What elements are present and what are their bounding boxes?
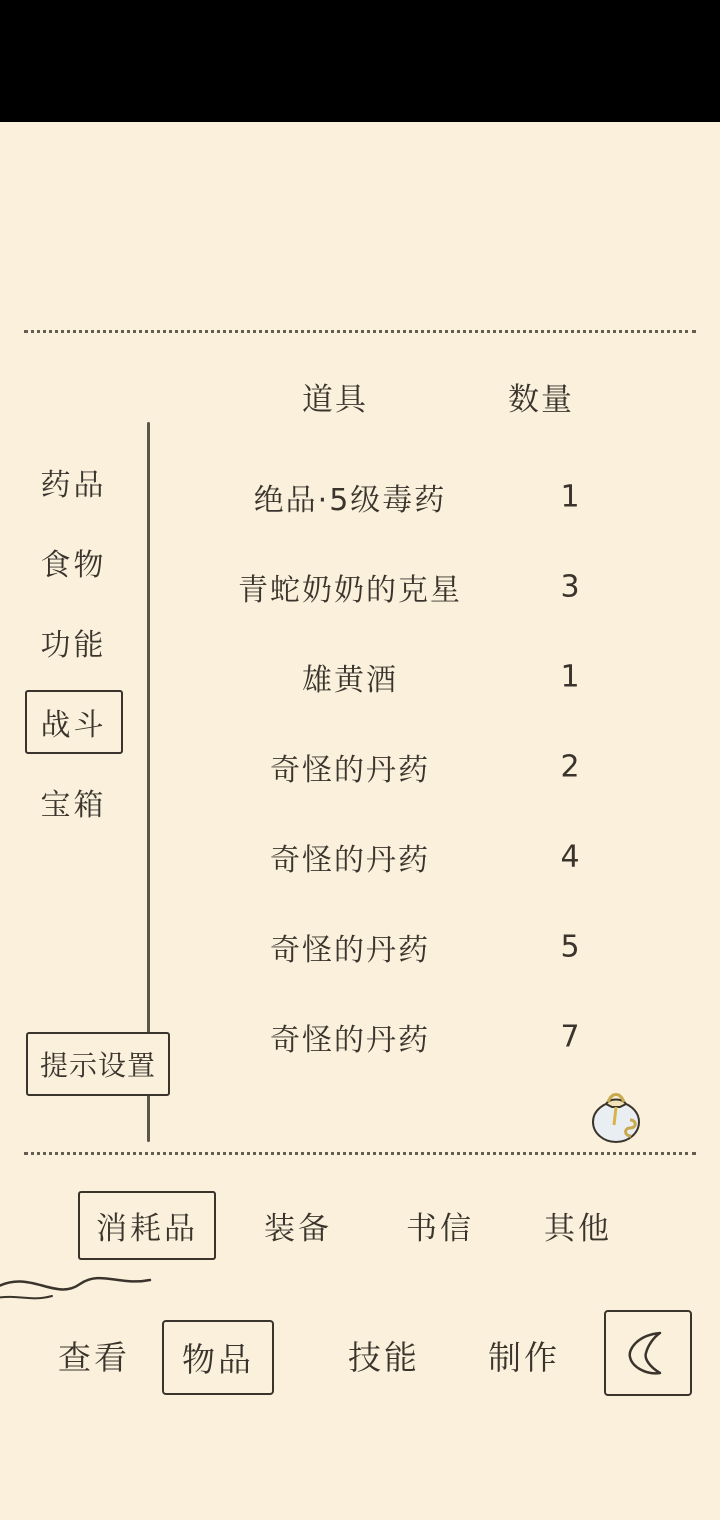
column-header-item: 道具 <box>302 382 368 418</box>
bottom-divider <box>24 1152 696 1155</box>
top-divider <box>24 330 696 333</box>
table-row[interactable] <box>160 722 700 812</box>
table-row[interactable] <box>160 542 700 632</box>
item-name: 奇怪的丹药 <box>270 933 430 968</box>
item-count: 2 <box>560 749 580 785</box>
category-label: 药品 <box>40 468 107 503</box>
table-row[interactable] <box>160 632 700 722</box>
tab-letters[interactable]: 书信 <box>406 1210 474 1247</box>
table-row[interactable] <box>160 812 700 902</box>
table-row[interactable] <box>160 902 700 992</box>
item-name: 绝品·5级毒药 <box>253 483 447 518</box>
category-item-medicine[interactable] <box>0 442 147 522</box>
category-label: 功能 <box>40 628 107 663</box>
item-count: 1 <box>560 659 580 695</box>
table-row[interactable] <box>160 992 700 1082</box>
nav-item-craft[interactable]: 制作 <box>488 1338 560 1377</box>
category-item-treasure[interactable] <box>0 762 147 842</box>
nav-item-items[interactable]: 物品 <box>162 1320 274 1395</box>
item-count: 4 <box>560 839 580 875</box>
item-name: 青蛇奶奶的克星 <box>238 573 462 608</box>
tab-equipment[interactable]: 装备 <box>264 1210 332 1247</box>
item-name: 奇怪的丹药 <box>270 753 430 788</box>
item-name: 奇怪的丹药 <box>270 1023 430 1058</box>
category-item-combat[interactable] <box>0 682 147 762</box>
category-list <box>0 442 147 842</box>
category-item-food[interactable] <box>0 522 147 602</box>
hint-settings-button[interactable]: 提示设置 <box>26 1032 170 1096</box>
item-name: 奇怪的丹药 <box>270 843 430 878</box>
category-label: 食物 <box>40 548 107 583</box>
bean-shape-icon <box>620 1325 676 1381</box>
category-label: 宝箱 <box>40 788 107 823</box>
inventory-screen <box>0 122 720 1520</box>
item-name: 雄黄酒 <box>302 663 398 698</box>
item-count: 1 <box>560 479 580 515</box>
table-row[interactable] <box>160 452 700 542</box>
item-count: 7 <box>560 1019 580 1055</box>
bean-shape-icon-button[interactable] <box>604 1310 692 1396</box>
category-label: 战斗 <box>25 690 123 754</box>
item-count: 5 <box>560 929 580 965</box>
nav-item-view[interactable]: 查看 <box>58 1338 130 1377</box>
category-item-function[interactable] <box>0 602 147 682</box>
money-bag-icon[interactable] <box>586 1080 652 1146</box>
tab-other[interactable]: 其他 <box>544 1210 612 1247</box>
tab-consumables[interactable]: 消耗品 <box>78 1191 216 1260</box>
column-header-count: 数量 <box>508 382 574 418</box>
item-count: 3 <box>560 569 580 605</box>
nav-item-skills[interactable]: 技能 <box>348 1338 420 1377</box>
item-table <box>160 452 700 1082</box>
